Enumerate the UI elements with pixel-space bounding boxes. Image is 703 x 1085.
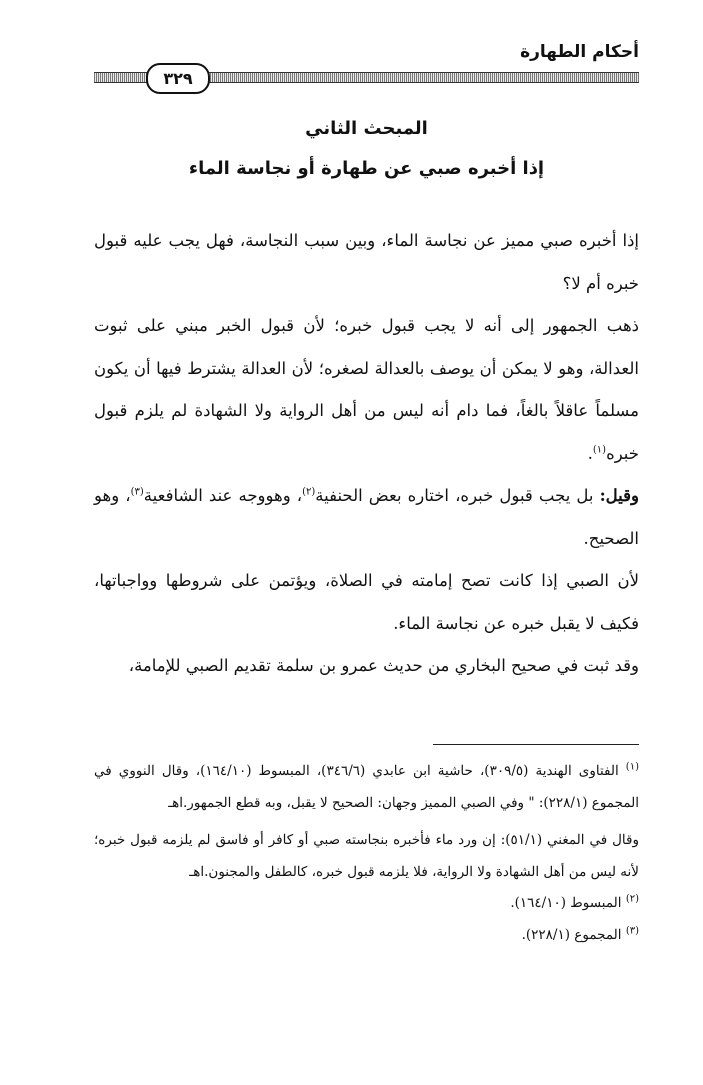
- paragraph-5: وقد ثبت في صحيح البخاري من حديث عمرو بن سلمة تقديم الصبي للإمامة،: [128, 656, 639, 675]
- page-number-badge: ٣٢٩: [146, 63, 210, 94]
- footnote-3-text: المجموع (٢٢٨/١).: [521, 926, 626, 943]
- footnote-ref-3: (٣): [130, 486, 144, 498]
- footnote-ref-1: (١): [592, 444, 607, 455]
- paragraph-3-lead: وقيل:: [599, 486, 640, 505]
- footnote-3-number: (٣): [625, 925, 639, 936]
- footnote-1-continued: وقال في المغني (٥١/١): إن ورد ماء فأخبره بنجاسته صبي أو كافر أو فاسق لم يلزمه قبول خبره؛ لأنه ليس من أهل الشهادة ولا الرواية، فلا يلزمه قبول خبره، كالطفل والمجنون.اهـ: [94, 832, 639, 880]
- footnote-separator: [433, 744, 639, 745]
- paragraph-4: لأن الصبي إذا كانت تصح إمامته في الصلاة، ويؤتمن على شروطها وواجباتها، فكيف لا يقبل خبره عن نجاسة الماء.: [94, 571, 639, 633]
- footnote-2-text: المبسوط (١٦٤/١٠).: [510, 895, 626, 911]
- running-header-title: أحكام الطهارة: [520, 42, 639, 62]
- paragraph-2-text: ذهب الجمهور إلى أنه لا يجب قبول خبره؛ لأن قبول الخبر مبني على ثبوت العدالة، وهو لا يمكن أن يوصف بالعدالة لصغره؛ لأن العدالة يشترط فيها أن يكون مسلماً عاقلاً بالغاً، فما دام أنه ليس من أهل الرواية ولا الشهادة لم يلزم قبول خبره: [94, 316, 639, 463]
- footnote-ref-2: (٢): [302, 486, 316, 498]
- paragraph-3-text-a: بل يجب قبول خبره، اختاره بعض الحنفية: [315, 486, 600, 505]
- footnote-1: [94, 756, 639, 819]
- body-text: [94, 220, 639, 688]
- section-title: المبحث الثاني: [305, 118, 428, 139]
- paragraph-3-text-c: ، وهو الصحيح.: [94, 486, 639, 548]
- paragraph-3: [94, 475, 639, 560]
- paragraph-3-text-b: ، وهووجه عند الشافعية: [143, 486, 303, 505]
- paragraph-2: [94, 305, 639, 475]
- footnote-2-number: (٢): [625, 893, 639, 905]
- footnote-1-number: (١): [625, 761, 639, 773]
- paragraph-2-end: .: [587, 443, 593, 463]
- footnotes: [94, 756, 639, 951]
- footnote-2: [94, 888, 639, 920]
- section-subtitle: إذا أخبره صبي عن طهارة أو نجاسة الماء: [188, 158, 545, 179]
- footnote-3: [94, 920, 639, 952]
- footnote-1-text: الفتاوى الهندية (٣٠٩/٥)، حاشية ابن عابدي (٣٤٦/٦)، المبسوط (١٦٤/١٠)، وقال النووي في المجموع (٢٢٨/١): " وفي الصبي المميز وجهان: الصحيح لا يقبل، وبه قطع الجمهور.اهـ: [94, 763, 639, 811]
- paragraph-1: إذا أخبره صبي مميز عن نجاسة الماء، وبين سبب النجاسة، فهل يجب عليه قبول خبره أم لا؟: [94, 231, 639, 293]
